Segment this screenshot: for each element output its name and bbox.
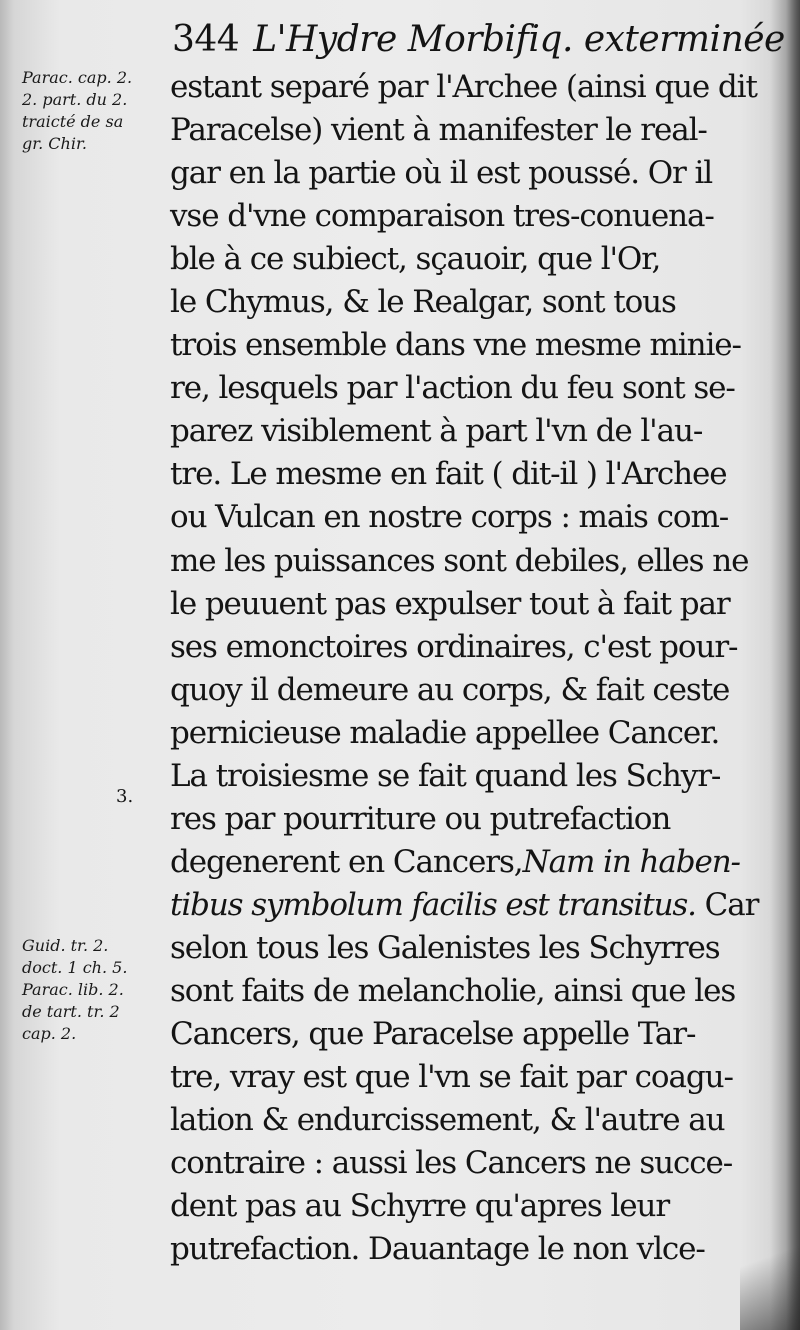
margin-note-line: de tart. tr. 2 [22,1002,120,1021]
margin-notes [0,0,170,1330]
text-line-roman: dent pas au Schyrre qu'apres leur [170,1188,670,1225]
text-line [170,1013,760,1056]
item-number: 3. [116,786,134,807]
text-line-roman: le Chymus, & le Realgar, sont tous [170,284,676,321]
text-line-roman: ses emonctoires ordinaires, c'est pour- [170,628,738,665]
text-line-roman: me les puissances sont debiles, elles ne [170,542,749,579]
margin-note-line: doct. 1 ch. 5. [22,958,128,977]
text-line-roman-after: Car [695,886,759,923]
text-line [170,583,760,626]
text-line-roman: le peuuent pas expulser tout à fait par [170,585,730,622]
text-line [170,755,760,798]
text-line [170,841,760,884]
text-line-roman: tre. Le mesme en fait ( dit-il ) l'Archee [170,456,727,493]
page-edge-shadow [786,0,800,1330]
text-line-roman: putrefaction. Dauantage le non vlce- [170,1231,705,1268]
text-line [170,66,760,109]
margin-note-line: Parac. lib. 2. [22,980,124,999]
text-line [170,496,760,539]
text-line [170,669,760,712]
margin-note-line: Parac. cap. 2. [22,68,133,87]
text-line-roman: parez visiblement à part l'vn de l'au- [170,413,703,450]
text-line [170,626,760,669]
text-line-roman: estant separé par l'Archee (ainsi que dit [170,69,757,105]
text-line [170,540,760,583]
margin-note-line: gr. Chir. [22,134,87,153]
text-line [170,453,760,496]
margin-note-line: cap. 2. [22,1024,77,1043]
text-line-roman: sont faits de melancholie, ainsi que les [170,972,736,1009]
body-text [170,66,760,1271]
text-line [170,927,760,970]
text-line [170,712,760,755]
margin-note-paracelse [22,67,162,155]
text-line-roman: trois ensemble dans vne mesme minie- [170,327,741,364]
text-line-roman: Cancers, que Paracelse appelle Tar- [170,1016,696,1053]
text-line-roman: ble à ce subiect, sçauoir, que l'Or, [170,241,661,278]
text-line-roman: degenerent en Cancers, [170,843,523,880]
text-line-roman: res par pourriture ou putrefaction [170,800,671,837]
text-line [170,152,760,195]
margin-note-guido [22,935,162,1045]
text-line [170,1099,760,1142]
text-line [170,798,760,841]
text-line [170,1056,760,1099]
text-line [170,238,760,281]
text-line-roman: vse d'vne comparaison tres-conuena- [170,198,714,235]
text-line-roman: pernicieuse maladie appellee Cancer. [170,714,720,751]
text-line [170,1142,760,1185]
page-corner-shadow [740,1210,800,1330]
text-line [170,367,760,410]
text-line-roman: lation & endurcissement, & l'autre au [170,1102,725,1139]
text-line [170,970,760,1013]
text-line-roman: tre, vray est que l'vn se fait par coagu- [170,1059,733,1096]
margin-note-line: 2. part. du 2. [22,90,128,109]
text-line [170,884,759,927]
text-line-roman: contraire : aussi les Cancers ne succe- [170,1145,733,1182]
text-line [170,410,760,453]
text-line [170,281,760,324]
text-line-roman: quoy il demeure au corps, & fait ceste [170,671,730,708]
text-line-roman: ou Vulcan en nostre corps : mais com- [170,499,729,536]
text-line [170,1228,760,1271]
text-line-roman: gar en la partie où il est poussé. Or il [170,155,713,192]
text-line-roman: re, lesquels par l'action du feu sont se- [170,370,735,407]
text-line-italic: Nam in haben- [522,843,740,880]
page-number: 344 [172,19,240,60]
text-line [170,1185,760,1228]
text-line-roman: selon tous les Galenistes les Schyrres [170,929,720,966]
running-header [172,14,785,66]
margin-note-line: Guid. tr. 2. [22,936,109,955]
text-line-roman: Paracelse) vient à manifester le real- [170,112,707,149]
text-line-italic: tibus symbolum facilis est transitus. [170,886,696,923]
running-title: L'Hydre Morbifiq. exterminée [253,19,785,60]
margin-note-line: traicté de sa [22,112,124,131]
text-line [170,109,760,152]
text-line [170,324,760,367]
text-line [170,195,760,238]
text-line-roman: La troisiesme se fait quand les Schyr- [170,757,721,794]
